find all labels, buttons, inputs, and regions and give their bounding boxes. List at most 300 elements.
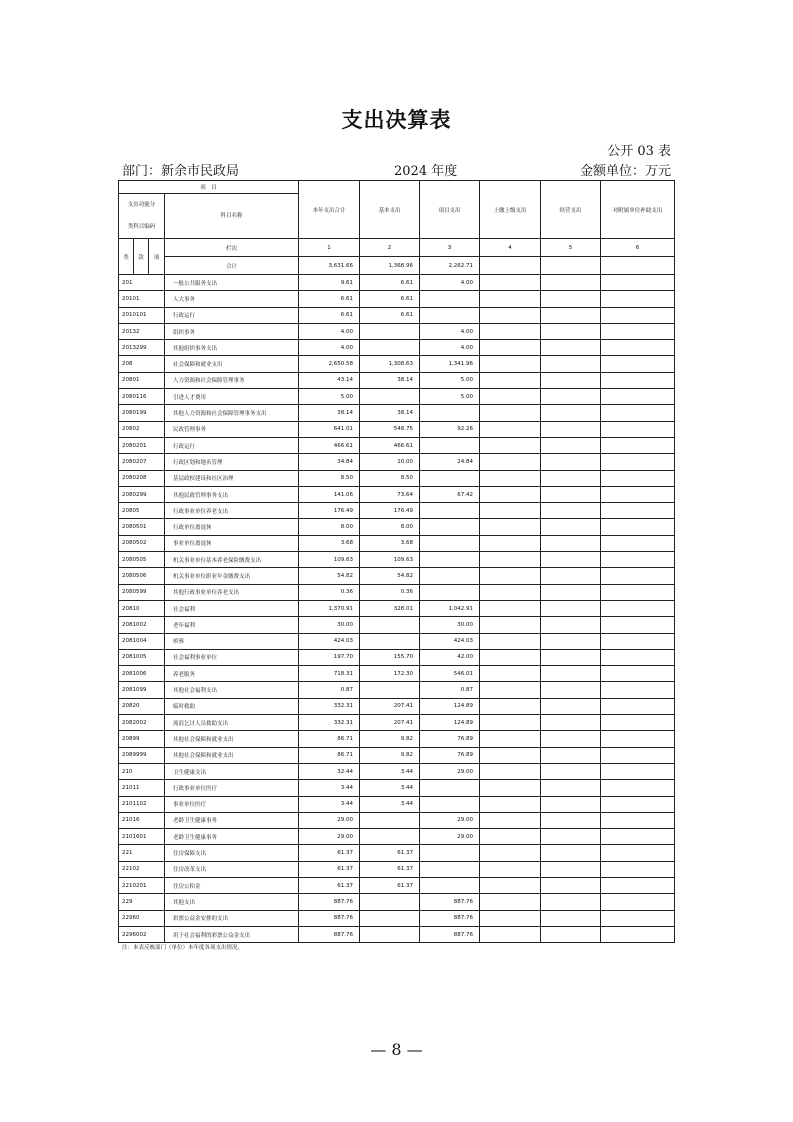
row-value: 3.44 [360, 763, 420, 779]
row-value: 61.37 [360, 861, 420, 877]
row-value: 86.71 [299, 731, 360, 747]
row-value [541, 649, 601, 665]
table-row [119, 682, 675, 698]
row-value: 0.36 [360, 584, 420, 600]
row-name: 其他行政事业单位养老支出 [165, 584, 299, 600]
row-value [420, 307, 480, 323]
row-value: 3.68 [299, 535, 360, 551]
row-value [420, 535, 480, 551]
table-row [119, 894, 675, 910]
row-code: 2080207 [119, 454, 165, 470]
table-row [119, 421, 675, 437]
row-name: 其他社会福利支出 [165, 682, 299, 698]
row-value [601, 421, 675, 437]
row-value: 332.31 [299, 698, 360, 714]
kuan-header: 款 [134, 239, 149, 275]
row-name: 其他支出 [165, 894, 299, 910]
row-value [420, 503, 480, 519]
row-code: 210 [119, 763, 165, 779]
row-value: 6.61 [360, 307, 420, 323]
row-value: 1,370.91 [299, 600, 360, 616]
table-row [119, 486, 675, 502]
table-row [119, 763, 675, 779]
row-value: 9.82 [360, 747, 420, 763]
row-value [601, 307, 675, 323]
row-value [480, 372, 541, 388]
row-code: 2080208 [119, 470, 165, 486]
row-value [601, 405, 675, 421]
col-number-3: 3 [420, 239, 480, 257]
row-value [601, 356, 675, 372]
row-value: 109.63 [360, 552, 420, 568]
row-value: 76.89 [420, 731, 480, 747]
row-value: 424.03 [299, 633, 360, 649]
row-value [601, 829, 675, 845]
row-value: 8.50 [299, 470, 360, 486]
row-value [601, 780, 675, 796]
expenditure-table [118, 180, 675, 943]
row-value: 1,341.96 [420, 356, 480, 372]
row-value: 4.00 [299, 340, 360, 356]
row-code: 2080502 [119, 535, 165, 551]
row-value [601, 454, 675, 470]
row-value: 4.00 [420, 323, 480, 339]
row-value: 8.00 [360, 519, 420, 535]
row-value [420, 519, 480, 535]
row-value [601, 291, 675, 307]
row-value: 5.00 [420, 372, 480, 388]
row-value [601, 584, 675, 600]
row-value [541, 600, 601, 616]
row-name: 引进人才费用 [165, 389, 299, 405]
row-code: 2080506 [119, 568, 165, 584]
table-row [119, 910, 675, 926]
row-value [541, 535, 601, 551]
col-header-4: 上缴上级支出 [480, 181, 541, 239]
row-name: 老年福利 [165, 617, 299, 633]
row-value: 6.61 [360, 291, 420, 307]
row-value [541, 584, 601, 600]
row-value [480, 780, 541, 796]
row-value: 197.70 [299, 649, 360, 665]
table-row [119, 323, 675, 339]
row-name: 住房保障支出 [165, 845, 299, 861]
row-value: 207.41 [360, 698, 420, 714]
year-label: 2024 年度 [394, 164, 458, 179]
row-value [541, 486, 601, 502]
row-value [480, 356, 541, 372]
row-value [601, 470, 675, 486]
code-header [119, 194, 165, 239]
row-name: 其他组织事务支出 [165, 340, 299, 356]
col-header-5: 经营支出 [541, 181, 601, 239]
row-code: 229 [119, 894, 165, 910]
row-code: 2296002 [119, 926, 165, 942]
table-row [119, 845, 675, 861]
row-name: 社会保障和就业支出 [165, 356, 299, 372]
row-value: 6.61 [360, 275, 420, 291]
row-code: 2081005 [119, 649, 165, 665]
row-code: 201 [119, 275, 165, 291]
row-code: 22102 [119, 861, 165, 877]
row-value [480, 829, 541, 845]
row-value [541, 519, 601, 535]
row-value [601, 682, 675, 698]
item-header: 项 目 [119, 181, 299, 194]
row-value [480, 405, 541, 421]
row-value [480, 584, 541, 600]
row-value [480, 600, 541, 616]
row-value: 5.00 [420, 389, 480, 405]
row-value [541, 372, 601, 388]
table-row [119, 796, 675, 812]
row-value [541, 389, 601, 405]
row-value [480, 763, 541, 779]
row-value: 29.00 [299, 812, 360, 828]
col-number-6: 6 [601, 239, 675, 257]
row-value [541, 633, 601, 649]
row-value [541, 356, 601, 372]
row-code: 2082002 [119, 715, 165, 731]
row-name: 住房公积金 [165, 877, 299, 893]
row-value [480, 926, 541, 942]
table-row [119, 584, 675, 600]
table-row [119, 715, 675, 731]
row-value: 3.44 [360, 796, 420, 812]
total-cell [601, 257, 675, 275]
row-value [480, 633, 541, 649]
row-value: 172.30 [360, 666, 420, 682]
row-value [541, 666, 601, 682]
table-row [119, 340, 675, 356]
row-value [601, 552, 675, 568]
row-value [480, 666, 541, 682]
row-value [601, 275, 675, 291]
row-value [541, 503, 601, 519]
table-row [119, 291, 675, 307]
table-row [119, 600, 675, 616]
row-value: 155.70 [360, 649, 420, 665]
row-value [601, 649, 675, 665]
row-value [420, 568, 480, 584]
row-value: 3.68 [360, 535, 420, 551]
row-value [480, 552, 541, 568]
row-value [480, 307, 541, 323]
row-value: 3.44 [299, 780, 360, 796]
row-code: 20820 [119, 698, 165, 714]
unit-label: 金额单位：万元 [579, 164, 671, 179]
table-row [119, 389, 675, 405]
row-value: 54.82 [360, 568, 420, 584]
form-number: 公开 03 表 [607, 144, 671, 159]
row-value [541, 910, 601, 926]
row-name: 其他民政管理事务支出 [165, 486, 299, 502]
table-row [119, 926, 675, 942]
total-cell [480, 257, 541, 275]
row-value: 887.76 [299, 926, 360, 942]
row-value: 328.01 [360, 600, 420, 616]
row-value [541, 568, 601, 584]
row-value: 109.63 [299, 552, 360, 568]
row-value [480, 861, 541, 877]
row-value [480, 731, 541, 747]
row-value: 29.00 [420, 763, 480, 779]
row-value [420, 405, 480, 421]
row-code: 20899 [119, 731, 165, 747]
row-value [541, 323, 601, 339]
row-value [360, 926, 420, 942]
row-value: 61.37 [299, 845, 360, 861]
row-value: 29.00 [299, 829, 360, 845]
table-row [119, 617, 675, 633]
row-value [480, 340, 541, 356]
total-label: 合计 [165, 257, 299, 275]
row-code: 2080599 [119, 584, 165, 600]
page-title: 支出决算表 [341, 108, 452, 132]
row-value [541, 470, 601, 486]
table-row [119, 437, 675, 453]
row-value [541, 845, 601, 861]
row-value [601, 796, 675, 812]
row-value [360, 812, 420, 828]
row-value [420, 437, 480, 453]
row-value [541, 454, 601, 470]
row-value [420, 470, 480, 486]
row-value: 548.75 [360, 421, 420, 437]
row-value [541, 291, 601, 307]
table-row [119, 666, 675, 682]
row-value [541, 861, 601, 877]
row-value: 76.89 [420, 747, 480, 763]
row-code: 2081002 [119, 617, 165, 633]
row-value [541, 894, 601, 910]
row-value: 9.61 [299, 275, 360, 291]
row-code: 20101 [119, 291, 165, 307]
row-name: 社会福利事业单位 [165, 649, 299, 665]
row-value: 4.00 [420, 340, 480, 356]
row-name: 行政事业单位养老支出 [165, 503, 299, 519]
row-value [360, 682, 420, 698]
table-row [119, 780, 675, 796]
row-value [360, 633, 420, 649]
row-code: 2081099 [119, 682, 165, 698]
row-name: 彩票公益金安排的支出 [165, 910, 299, 926]
row-value [601, 877, 675, 893]
row-value: 887.76 [299, 910, 360, 926]
row-value [480, 649, 541, 665]
row-value: 3.44 [299, 796, 360, 812]
row-value [541, 421, 601, 437]
meta-row [122, 160, 671, 178]
row-value: 207.41 [360, 715, 420, 731]
col-header-2: 基本支出 [360, 181, 420, 239]
row-value [601, 910, 675, 926]
row-code: 221 [119, 845, 165, 861]
row-value: 42.00 [420, 649, 480, 665]
row-name: 老龄卫生健康事务 [165, 812, 299, 828]
row-name: 行政区划和地名管理 [165, 454, 299, 470]
row-name: 社会福利 [165, 600, 299, 616]
total-cell [541, 257, 601, 275]
table-row [119, 568, 675, 584]
row-value [601, 535, 675, 551]
row-value [601, 894, 675, 910]
row-value [480, 535, 541, 551]
col-header-6: 对附属单位补助支出 [601, 181, 675, 239]
table-row [119, 747, 675, 763]
row-value [480, 682, 541, 698]
row-value: 5.00 [299, 389, 360, 405]
row-code: 20801 [119, 372, 165, 388]
row-value [541, 812, 601, 828]
row-value [480, 470, 541, 486]
row-value: 32.44 [299, 763, 360, 779]
row-value [541, 405, 601, 421]
table-row [119, 503, 675, 519]
row-value [541, 731, 601, 747]
row-value: 466.61 [360, 437, 420, 453]
row-value [480, 796, 541, 812]
row-code: 2101102 [119, 796, 165, 812]
row-value [541, 552, 601, 568]
total-row [119, 257, 675, 275]
row-name: 殡葬 [165, 633, 299, 649]
row-value: 29.00 [420, 812, 480, 828]
row-value [480, 812, 541, 828]
row-value: 3.44 [360, 780, 420, 796]
row-name: 民政管理事务 [165, 421, 299, 437]
row-value [601, 600, 675, 616]
row-name: 事业单位医疗 [165, 796, 299, 812]
row-code: 2081004 [119, 633, 165, 649]
table-row [119, 731, 675, 747]
row-value [601, 715, 675, 731]
row-name: 人力资源和社会保障管理事务 [165, 372, 299, 388]
row-name: 机关事业单位职业年金缴费支出 [165, 568, 299, 584]
col-header-1: 本年支出合计 [299, 181, 360, 239]
row-value [480, 568, 541, 584]
table-row [119, 519, 675, 535]
row-value [601, 323, 675, 339]
table-row [119, 812, 675, 828]
row-value: 4.00 [299, 323, 360, 339]
row-value [541, 307, 601, 323]
table-row [119, 275, 675, 291]
row-value: 0.87 [299, 682, 360, 698]
col-number-4: 4 [480, 239, 541, 257]
row-value: 54.82 [299, 568, 360, 584]
total-cell: 1,368.96 [360, 257, 420, 275]
row-value [360, 829, 420, 845]
row-value [601, 340, 675, 356]
row-value: 92.26 [420, 421, 480, 437]
row-value [541, 437, 601, 453]
row-value [541, 763, 601, 779]
row-value [480, 437, 541, 453]
col-number-2: 2 [360, 239, 420, 257]
row-code: 20805 [119, 503, 165, 519]
row-value: 546.01 [420, 666, 480, 682]
row-value [480, 486, 541, 502]
row-value [601, 437, 675, 453]
row-value: 0.87 [420, 682, 480, 698]
row-name: 住房改革支出 [165, 861, 299, 877]
row-value [480, 519, 541, 535]
row-value: 641.01 [299, 421, 360, 437]
row-value [541, 829, 601, 845]
row-value: 887.76 [420, 926, 480, 942]
row-value: 466.61 [299, 437, 360, 453]
row-value [420, 845, 480, 861]
row-value: 887.76 [420, 894, 480, 910]
row-name: 行政运行 [165, 307, 299, 323]
total-cell: 2,262.71 [420, 257, 480, 275]
row-value: 6.61 [299, 307, 360, 323]
row-value: 86.71 [299, 747, 360, 763]
lei-header: 类 [119, 239, 134, 275]
row-value: 61.37 [299, 877, 360, 893]
row-value [541, 275, 601, 291]
row-value [480, 503, 541, 519]
row-value: 887.76 [420, 910, 480, 926]
row-value [541, 796, 601, 812]
row-name: 事业单位离退休 [165, 535, 299, 551]
row-value [601, 389, 675, 405]
row-value [541, 877, 601, 893]
row-value [601, 617, 675, 633]
row-name: 一般公共服务支出 [165, 275, 299, 291]
table-row [119, 633, 675, 649]
row-value [541, 617, 601, 633]
row-value: 9.82 [360, 731, 420, 747]
row-code: 2089999 [119, 747, 165, 763]
row-code: 2080299 [119, 486, 165, 502]
row-value [360, 910, 420, 926]
row-value [420, 861, 480, 877]
row-value [541, 747, 601, 763]
row-value: 4.00 [420, 275, 480, 291]
row-value [541, 780, 601, 796]
table-row [119, 552, 675, 568]
row-value [420, 796, 480, 812]
row-value: 8.50 [360, 470, 420, 486]
table-row [119, 405, 675, 421]
col-label: 栏次 [165, 239, 299, 257]
row-value [480, 894, 541, 910]
row-code: 21011 [119, 780, 165, 796]
row-value: 124.89 [420, 715, 480, 731]
xiang-header: 项 [149, 239, 165, 275]
row-code: 2080199 [119, 405, 165, 421]
row-value [480, 421, 541, 437]
row-value: 1,042.91 [420, 600, 480, 616]
row-value: 2,650.58 [299, 356, 360, 372]
row-code: 2013299 [119, 340, 165, 356]
row-value [420, 877, 480, 893]
row-value [601, 747, 675, 763]
row-value: 38.14 [299, 405, 360, 421]
row-name: 行政事业单位医疗 [165, 780, 299, 796]
row-value [480, 877, 541, 893]
table-row [119, 698, 675, 714]
row-code: 2080201 [119, 437, 165, 453]
row-value: 124.89 [420, 698, 480, 714]
row-value: 38.14 [360, 405, 420, 421]
row-value [420, 552, 480, 568]
row-value [420, 780, 480, 796]
row-value [601, 568, 675, 584]
row-name: 用于社会福利的彩票公益金支出 [165, 926, 299, 942]
